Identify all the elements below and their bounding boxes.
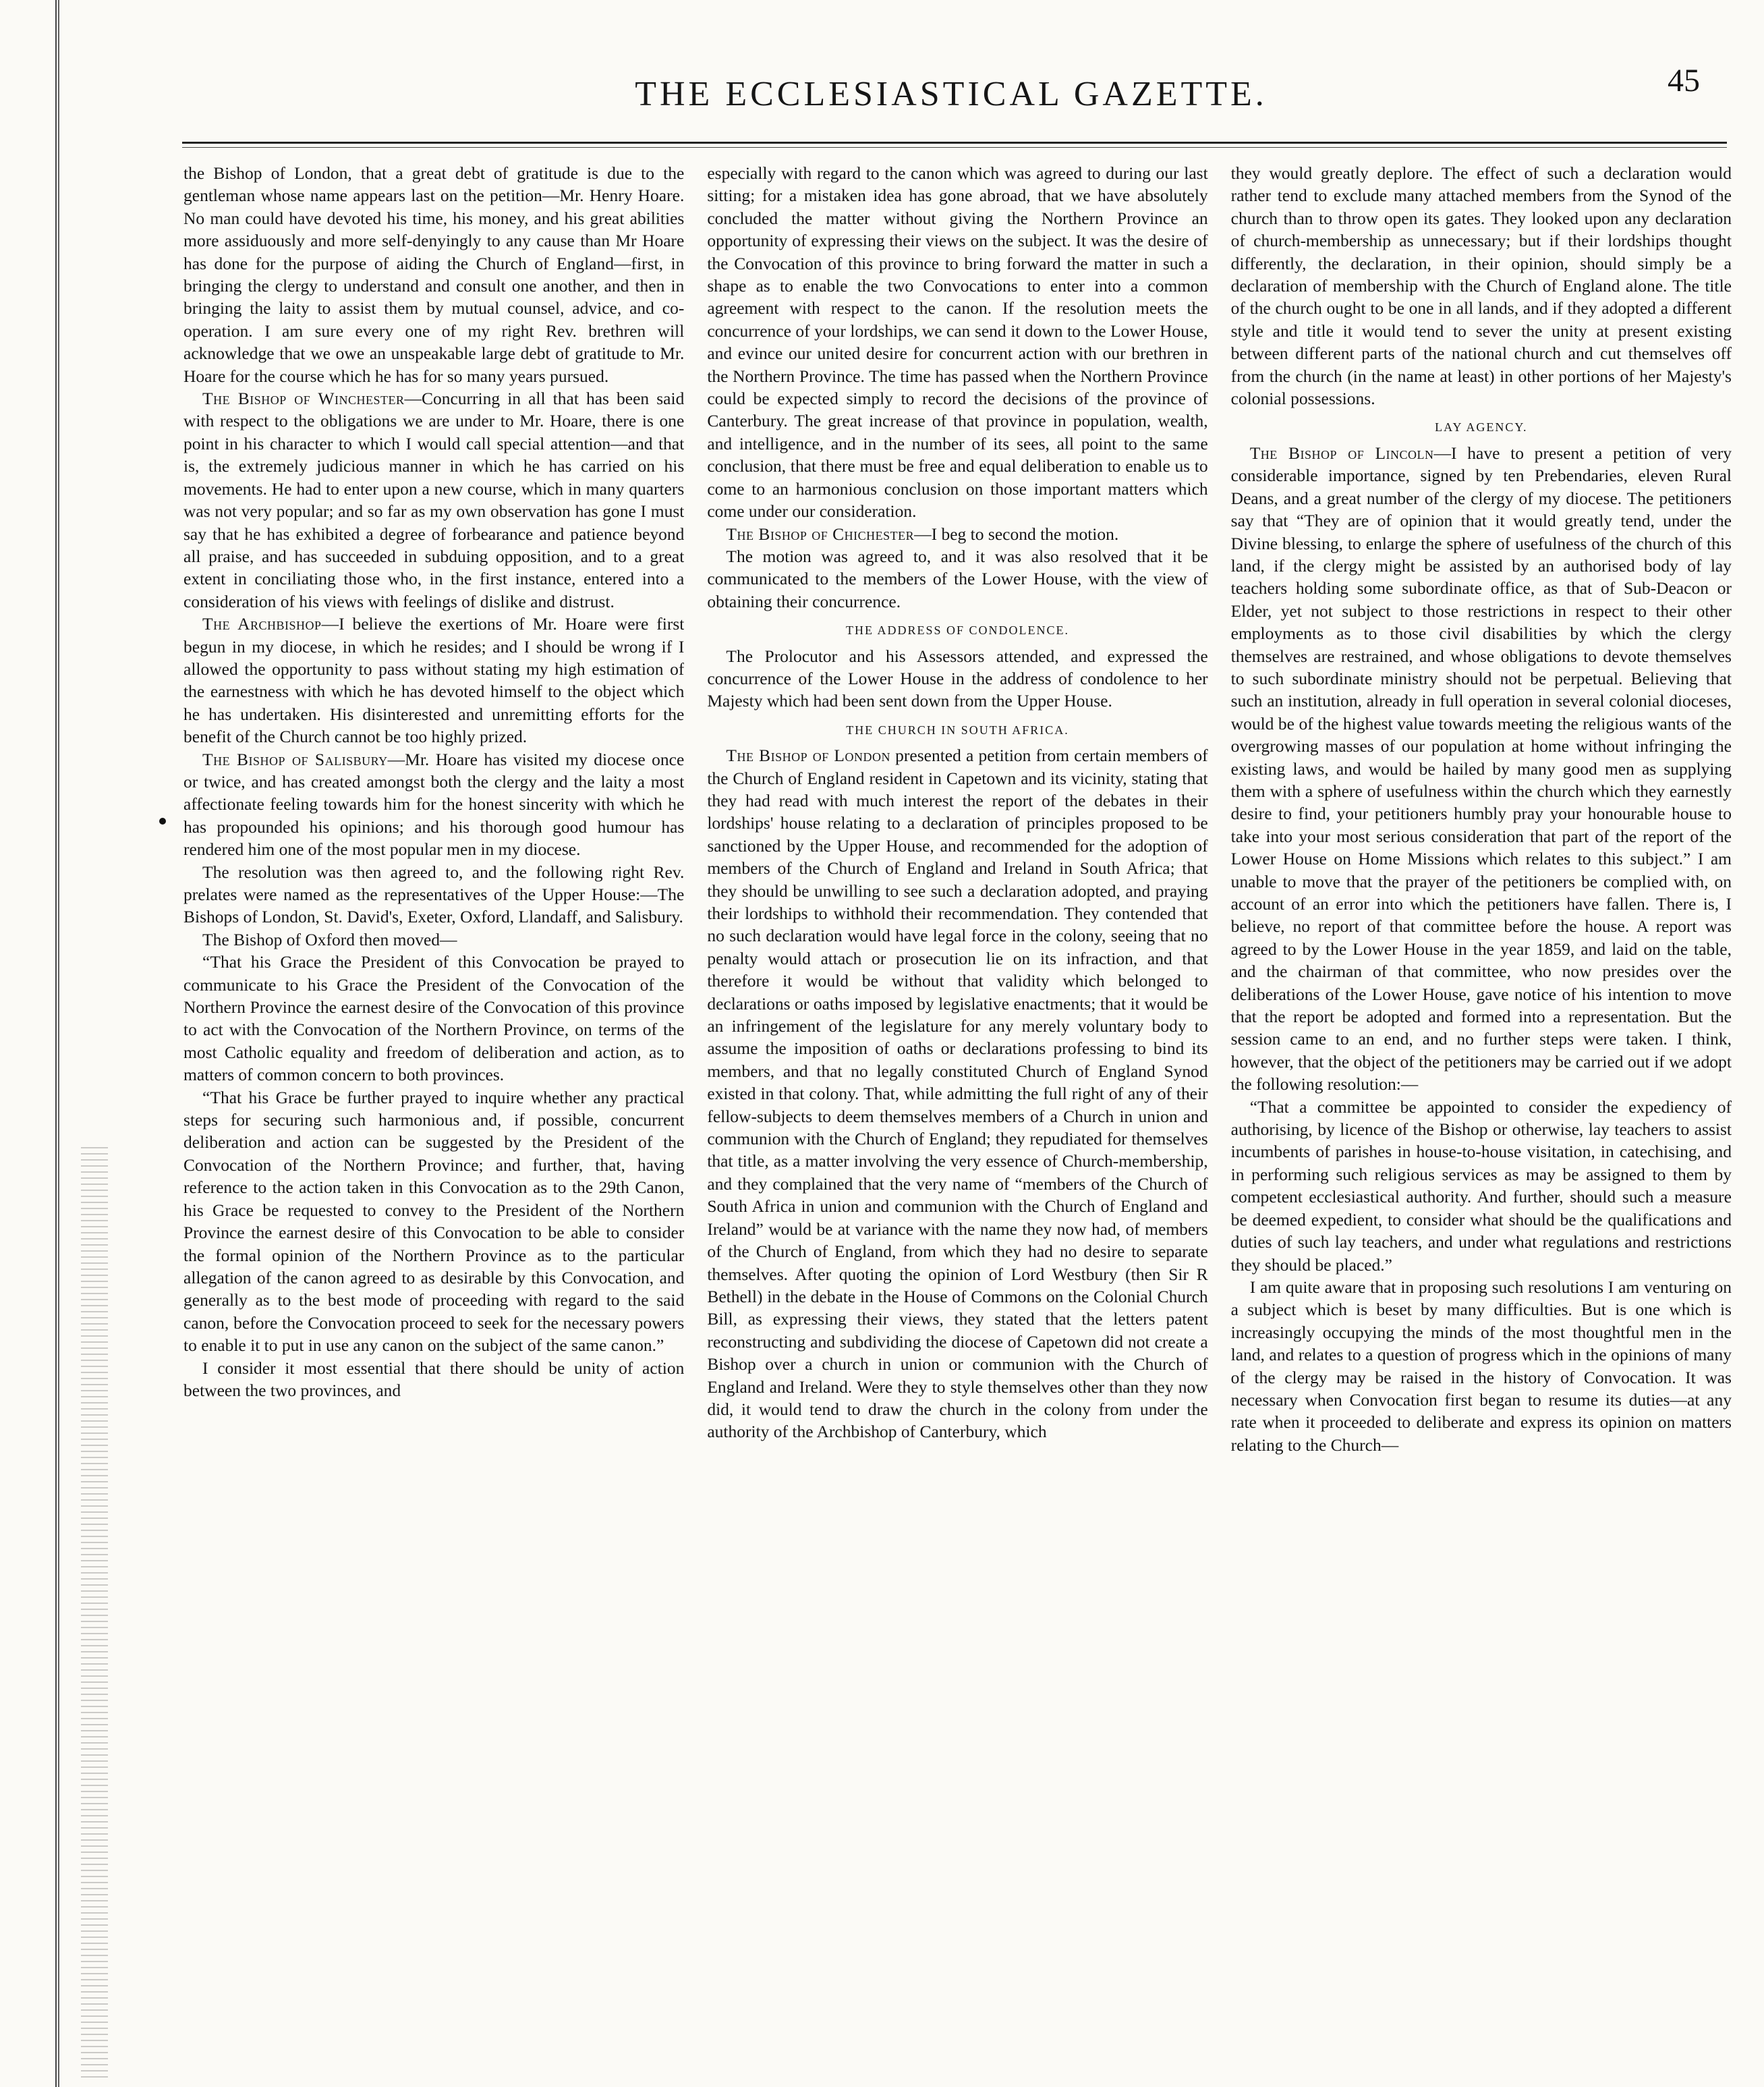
- article-paragraph: [183, 387, 684, 613]
- paragraph-text: I consider it most essential that there should be unity of action between the two provinces, and: [183, 1358, 685, 1400]
- column-2: [707, 162, 1207, 2078]
- paragraph-text: —Concurring in all that has been said with respect to the obligations we are under to Mr. Hoare, there is one point in his character to which I would call special attention—and that is, the extremely judicious manner in which he has carried on his movements. He had to enter upon a new course, which in many quarters was not very popular; and so far as my own observation has gone I must say that he has exhibited a degree of forbearance and patience beyond all praise, and has succeeded in subduing opposition, and to a great extent in conciliating those who, in the first instance, entered into a consideration of his views with feelings of dislike and distrust.: [183, 389, 685, 611]
- article-paragraph: [707, 744, 1207, 1443]
- section-heading: THE CHURCH IN SOUTH AFRICA.: [846, 723, 1069, 737]
- paragraph-text: —Mr. Hoare has visited my diocese once or twice, and has created amongst both the clergy and the laity a most affectionate feeling towards him for the honest sincerity with which he has propounded his opinions; and his thorough good humour has rendered him one of the most popular men in my diocese.: [183, 749, 685, 860]
- article-paragraph: [183, 861, 684, 928]
- article-paragraph: [183, 162, 684, 387]
- speaker-name: The Bishop of Chichester: [726, 524, 915, 544]
- ink-spot: [159, 818, 166, 825]
- speaker-name: The Bishop of Winchester: [202, 389, 405, 409]
- speaker-name: The Bishop of London: [726, 746, 891, 766]
- article-paragraph: [1231, 442, 1732, 1096]
- article-paragraph: [707, 162, 1207, 523]
- article-paragraph: [183, 951, 684, 1086]
- column-1: [183, 162, 684, 2078]
- paragraph-text: the Bishop of London, that a great debt of gratitude is due to the gentleman whose name appears last on the petition—Mr. Henry Hoare. No man could have devoted his time, his money, and his great abilities more assiduously and more self-denyingly to any cause than Mr Hoare has done for the purpose of aiding the Church of England—first, in bringing the clergy to understand and consult one another, and then in bringing the laity to assist them by mutual counsel, advice, and co-operation. I am sure every one of my right Rev. brethren will acknowledge that we owe an unspeakable large debt of gratitude to Mr. Hoare for the course which he has for so many years pursued.: [183, 163, 685, 386]
- article-paragraph: [183, 1086, 684, 1357]
- speaker-name: The Bishop of Salisbury: [202, 749, 388, 769]
- paragraph-text: —I believe the exertions of Mr. Hoare were first begun in my diocese, in which he resides; and I should be wrong if I allowed the opportunity to pass without stating my high estimation of the earnestness with which he has devoted himself to the object which he has undertaken. His disinterested and unremitting efforts for the benefit of the Church cannot be too highly prized.: [183, 614, 685, 747]
- paragraph-text: they would greatly deplore. The effect of such a declaration would rather tend to exclude many attached members from the Synod of the church than to throw open its gates. They looked upon any declaration of church-membership as unnecessary; but if their lordships thought differently, the declaration, in their opinion, should simply be a declaration of membership with the Church of England alone. The title of the church ought to be one in all lands, and if they adopted a different style and title it would tend to sever the unity at present existing between different parts of the national church and cut themselves off from the church (in the name at least) in other portions of her Majesty's colonial possessions.: [1230, 163, 1732, 409]
- header-rule: [182, 142, 1727, 148]
- page-title: THE ECCLESIASTICAL GAZETTE.: [635, 75, 1268, 113]
- paragraph-text: “That his Grace the President of this Convocation be prayed to communicate to his Grace the President of the Convocation of the Northern Province the earnest desire of the Convocation of this province to act with the Convocation of the Northern Province, on terms of the most Catholic equality and freedom of deliberation and action, as to matters of common concern to both provinces.: [183, 952, 685, 1085]
- paragraph-text: The Bishop of Oxford then moved—: [202, 929, 457, 949]
- paragraph-text: presented a petition from certain members of the Church of England resident in Capetown and its vicinity, stating that they had read with much interest the report of the debates in their lordships' house relating to a declaration of principles proposed to be sanctioned by the Upper House, and recommended for the adoption of members of the Church of England and Ireland in South Africa; that they should be unwilling to see such a declaration adopted, and praying their lordships to withhold their recommendation. They contended that no such declaration would have legal force in the colony, seeing that no penalty would attach or prosecution lie on its infraction, and that therefore it would be without that validity which belonged to declarations or oaths imposed by legislative enactments; that it would be an infringement of the legislature for any merely voluntary body to assume the imposition of oaths or declarations professing to bind its members, and that no legally constituted Church of England Synod existed in that colony. That, while admitting the full right of any of their fellow-subjects to deem themselves members of a Church in union and communion with the Church of England; they repudiated for themselves that title, as a matter involving the very essence of Church-membership, and they complained that the very name of “members of the Church of South Africa in union and communion with the Church of England and Ireland” would be at variance with the name they now had, of members of the Church of England, from which they had no desire to separate themselves. After quoting the opinion of Lord Westbury (then Sir R Bethell) in the debate in the House of Commons on the Colonial Church Bill, as expressing their views, they stated that the letters patent reconstructing and subdividing the diocese of Capetown did not create a Bishop over a church in union or communion with the Church of England and Ireland. Were they to style themselves other than they now did, it would tend to draw the church in the colony from under the authority of the Archbishop of Canterbury, which: [707, 746, 1208, 1442]
- article-paragraph: [1231, 1096, 1732, 1276]
- paragraph-text: The resolution was then agreed to, and the following right Rev. prelates were named as the representatives of the Upper House:—The Bishops of London, St. David's, Exeter, Oxford, Llandaff, and Salisbury.: [183, 862, 685, 927]
- paragraph-text: The Prolocutor and his Assessors attended, and expressed the concurrence of the Lower House in the address of condolence to her Majesty which had been sent down from the Upper House.: [707, 646, 1208, 711]
- page-binding-edge: [55, 0, 59, 2087]
- paragraph-text: I am quite aware that in proposing such resolutions I am venturing on a subject which is beset by many difficulties. But is one which is increasingly occupying the minds of the most thoughtful men in the land, and relates to a question of progress which in the opinions of many of the clergy may be raised in the history of Convocation. It was necessary when Convocation first began to resume its duties—at any rate when it proceeded to deliberate and express its opinion on matters relating to the Church—: [1230, 1277, 1732, 1455]
- article-paragraph: [183, 1357, 684, 1402]
- speaker-name: The Bishop of Lincoln: [1249, 443, 1434, 463]
- paragraph-text: —I have to present a petition of very considerable importance, signed by ten Prebendaries, eleven Rural Deans, and a great number of the clergy of my diocese. The petitioners say that “They are of opinion that it would greatly tend, under the Divine blessing, to enlarge the sphere of usefulness of the church of this land, if the clergy might be assisted by an authorised body of lay teachers holding some subordinate office, as that of Sub-Deacon or Elder, yet not subject to those restrictions in respect to their other employments as to those civil disabilities by which the clergy themselves are restrained, and whose obligations to devote themselves to such subordinate ministry should not be perpetual. Believing that such an institution, already in full operation in several colonial dioceses, would be of the highest value towards meeting the religious wants of the overgrowing masses of our population at home without infringing the existing laws, and would be hailed by many good men as supplying them with a sphere of usefulness within the church which they earnestly desire to find, your petitioners humbly pray your honourable house to take into your most serious consideration that part of the report of the Lower House on Home Missions which relates to this subject.” I am unable to move that the prayer of the petitioners be complied with, on account of an error into which the petitioners have fallen. There is, I believe, no report of that committee before the house. A report was agreed to by the Lower House in the year 1859, and laid on the table, and the chairman of that committee, who now presides over the deliberations of the Lower House, gave notice of his intention to move that the report be adopted and formed into a representation. But the session came to an end, and no further steps were taken. I think, however, that the object of the petitioners may be carried out if we adopt the following resolution:—: [1230, 443, 1732, 1094]
- paragraph-text: —I beg to second the motion.: [914, 524, 1119, 544]
- paragraph-text: The motion was agreed to, and it was also resolved that it be communicated to the members of the Lower House, with the view of obtaining their concurrence.: [707, 546, 1208, 611]
- page-header: [175, 62, 1727, 136]
- article-paragraph: [1231, 162, 1732, 410]
- article-paragraph: [183, 928, 684, 951]
- section-heading: LAY AGENCY.: [1435, 420, 1528, 435]
- article-paragraph: [707, 645, 1207, 713]
- article-paragraph: [1231, 1276, 1732, 1456]
- paragraph-text: “That a committee be appointed to consider the expediency of authorising, by licence of the Bishop or otherwise, lay teachers to assist incumbents of parishes in house-to-house visitation, in catechising, and in performing such religious services as may be assigned to them by competent ecclesiastical authority. And further, should such a measure be deemed expedient, to consider what should be the qualifications and duties of such lay teachers, and under what regulations and restrictions they should be placed.”: [1230, 1096, 1732, 1275]
- article-paragraph: [707, 523, 1207, 545]
- binding-shadow: [81, 1147, 108, 2078]
- article-paragraph: [183, 613, 684, 748]
- paragraph-text: “That his Grace be further prayed to inquire whether any practical steps for securing such harmonious and, if possible, concurrent deliberation and action can be suggested by the President of the Convocation of the Northern Province; and further, that, having reference to the action taken in this Convocation as to the 29th Canon, his Grace be requested to convey to the President of the Northern Province the earnest desire of this Convocation to be able to consider the formal opinion of the Northern Province as to the particular allegation of the canon agreed to as desirable by this Convocation, and generally as to the best mode of proceeding with regard to the said canon, before the Convocation proceed to seek for the necessary powers to enable it to put in use any canon on the subject of the same canon.”: [183, 1087, 685, 1356]
- article-paragraph: [183, 748, 684, 861]
- section-heading: THE ADDRESS OF CONDOLENCE.: [845, 623, 1069, 638]
- speaker-name: The Archbishop: [202, 614, 322, 634]
- article-paragraph: [707, 545, 1207, 613]
- page-number: 45: [1668, 63, 1700, 99]
- paragraph-text: especially with regard to the canon which was agreed to during our last sitting; for a mistaken idea has gone abroad, that we have absolutely concluded the matter without giving the Northern Province an opportunity of expressing their views on the subject. It was the desire of the Convocation of this province to bring forward the matter in such a shape as to enable the two Convocations to enter into a common agreement with respect to the canon. If the resolution meets the concurrence of your lordships, we can send it down to the Lower House, and evince our united desire for concurrent action with our brethren in the Northern Province. The time has passed when the Northern Province could be expected simply to record the decisions of the province of Canterbury. The great increase of that province in population, wealth, and intelligence, and in the number of its sees, all point to the same conclusion, that there must be free and equal deliberation to enable us to come to an harmonious conclusion on those important matters which come under our consideration.: [707, 163, 1208, 522]
- column-3: [1231, 162, 1732, 2078]
- article-columns: [183, 162, 1732, 2078]
